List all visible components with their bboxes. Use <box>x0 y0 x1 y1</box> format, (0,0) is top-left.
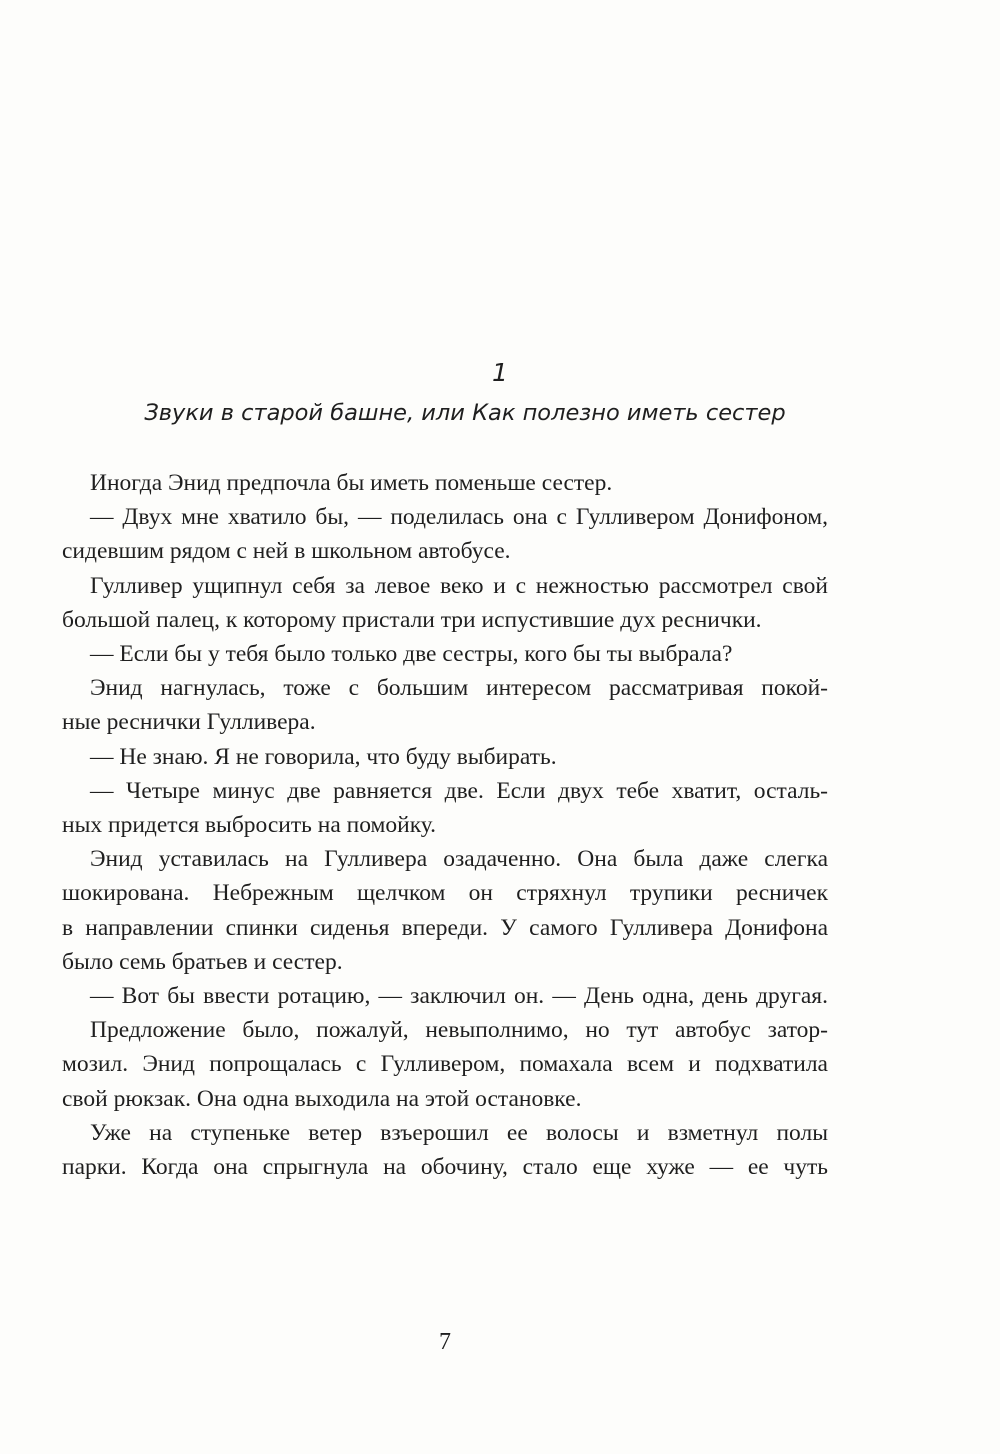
text-line: свой рюкзак. Она одна выходила на этой остановке. <box>62 1085 582 1112</box>
body-text <box>62 466 828 1184</box>
text-line: парки. Когда она спрыгнула на обочину, стало еще хуже — ее чуть <box>62 1154 828 1181</box>
paragraph <box>62 740 828 774</box>
text-line: — Четыре минус две равняется две. Если двух тебе хватит, осталь- <box>90 777 828 804</box>
paragraph <box>62 637 828 671</box>
chapter-title: Звуки в старой башне, или Как полезно иметь сестер <box>144 400 786 426</box>
paragraph <box>62 842 828 979</box>
paragraph <box>62 466 828 500</box>
text-line: — Не знаю. Я не говорила, что буду выбирать. <box>90 743 557 770</box>
text-line: было семь братьев и сестер. <box>62 948 343 975</box>
paragraph <box>62 1013 828 1116</box>
text-line: Предложение было, пожалуй, невыполнимо, но тут автобус затор- <box>90 1017 828 1044</box>
text-line: — Если бы у тебя было только две сестры, кого бы ты выбрала? <box>90 641 733 668</box>
page-number <box>0 1327 1000 1357</box>
text-line: — Двух мне хватило бы, — поделилась она с Гулливером Донифоном, <box>90 504 828 531</box>
text-line: Энид уставилась на Гулливера озадаченно. Она была даже слегка <box>90 846 828 873</box>
paragraph <box>62 979 828 1013</box>
text-line: Иногда Энид предпочла бы иметь поменьше сестер. <box>90 470 613 496</box>
text-line: ные реснички Гулливера. <box>62 709 316 736</box>
paragraph <box>62 671 828 739</box>
paragraph <box>62 1116 828 1184</box>
text-line: мозил. Энид попрощалась с Гулливером, помахала всем и подхватила <box>62 1051 828 1078</box>
text-line: ных придется выбросить на помойку. <box>62 812 437 839</box>
text-line: Уже на ступеньке ветер взъерошил ее волосы и взметнул полы <box>90 1119 828 1146</box>
paragraph <box>62 774 828 842</box>
text-line: Энид нагнулась, тоже с большим интересом рассматривая покой- <box>90 675 828 702</box>
text-line: шокирована. Небрежным щелчком он стряхнул трупики ресничек <box>62 880 828 907</box>
text-line: в направлении спинки сиденья впереди. У самого Гулливера Донифона <box>62 914 828 941</box>
text-line: сидевшим рядом с ней в школьном автобусе. <box>62 538 511 565</box>
text-line: Гулливер ущипнул себя за левое веко и с нежностью рассмотрел свой <box>90 572 828 599</box>
chapter-number-text: 1 <box>492 358 508 387</box>
text-line: — Вот бы ввести ротацию, — заключил он. — День одна, день другая. <box>90 983 828 1010</box>
paragraph <box>62 500 828 568</box>
chapter-number <box>0 355 1000 391</box>
text-line: большой палец, к которому пристали три испустившие дух реснички. <box>62 606 762 633</box>
page-number-text: 7 <box>439 1329 451 1355</box>
paragraph <box>62 569 828 637</box>
